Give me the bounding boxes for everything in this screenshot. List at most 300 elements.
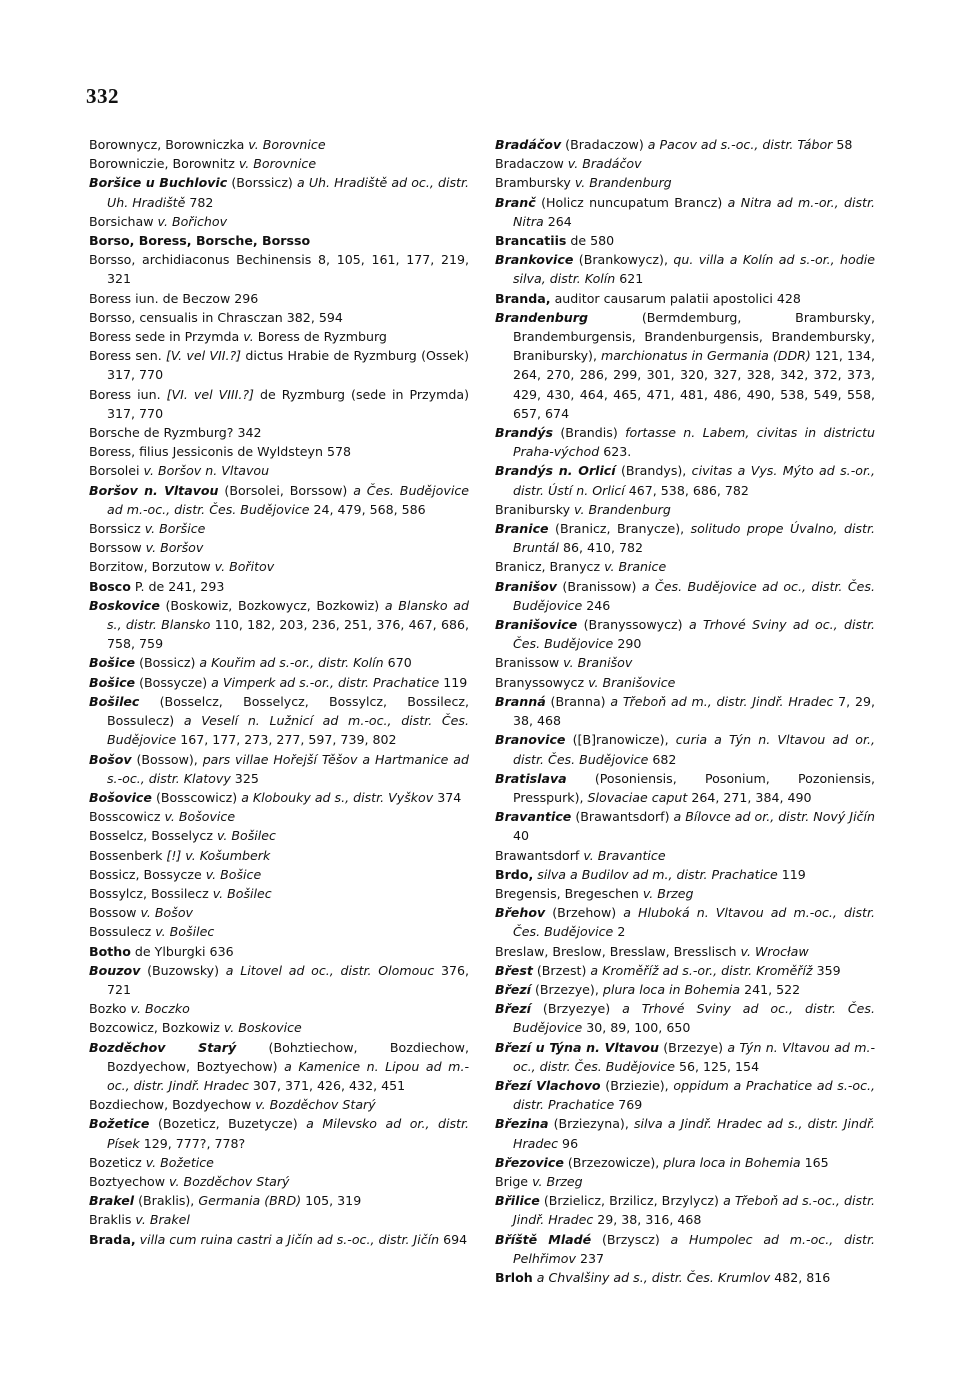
entry-text: (Brzyscz) xyxy=(591,1231,671,1247)
entry-text: de Ylburgki 636 xyxy=(130,943,234,959)
entry-text: (Branissow) xyxy=(556,578,642,594)
entry-text: Breslaw, Breslow, Bresslaw, Bresslisch xyxy=(495,943,741,959)
entry-headword: Březí xyxy=(495,1001,531,1017)
entry-text: a Třeboň ad s.-oc., distr. Jindř. Hradec xyxy=(513,1193,875,1228)
entry-text: 264, 271, 384, 490 xyxy=(687,789,812,805)
entry-text: 24, 479, 568, 586 xyxy=(309,501,426,517)
entry-text: v. Bravantice xyxy=(583,847,666,863)
entry-text: Boress de Ryzmburg xyxy=(253,329,387,345)
entry-headword: Branda, xyxy=(495,290,551,306)
entry-headword: Bouzov xyxy=(89,962,141,978)
entry-text: 782 xyxy=(185,194,214,210)
entry-text: [VI. vel VIII.?] xyxy=(166,386,254,402)
entry-headword: Branč xyxy=(495,194,536,210)
entry-headword: Branná xyxy=(495,693,546,709)
index-entry xyxy=(89,673,469,692)
index-entry xyxy=(89,481,469,519)
entry-text: (Branna) xyxy=(545,693,611,709)
entry-headword: Bradáčov xyxy=(495,137,562,152)
entry-text: Bossicz, Bossycze xyxy=(89,866,206,882)
index-entry xyxy=(495,308,875,423)
left-column xyxy=(89,135,469,1249)
entry-text: 682 xyxy=(648,751,677,767)
entry-text: Branicz, Branycz xyxy=(495,559,605,575)
index-entry xyxy=(495,1191,875,1229)
entry-text: v. xyxy=(243,329,254,345)
index-entry xyxy=(495,942,875,961)
entry-text: 30, 89, 100, 650 xyxy=(582,1020,691,1036)
index-entry xyxy=(89,1114,469,1152)
entry-text: a Pacov ad s.-oc., distr. Tábor xyxy=(647,137,833,152)
entry-text: marchionatus in Germania (DDR) xyxy=(600,348,811,364)
index-entry xyxy=(89,1018,469,1037)
index-entry xyxy=(495,500,875,519)
entry-headword: Branišov xyxy=(495,578,557,594)
entry-text: [V. vel VII.?] xyxy=(166,348,242,364)
index-entry xyxy=(495,193,875,231)
entry-text: qu. villa a Kolín ad s.-or., hodie silva, distr. Kolín xyxy=(513,252,875,287)
entry-text: Borsso, archidiaconus Bechinensis 8, 105, 161, 177, 219, 321 xyxy=(89,252,469,287)
entry-text: v. Boczko xyxy=(130,1001,190,1017)
entry-text: 58 xyxy=(832,137,853,152)
index-entry xyxy=(495,557,875,576)
entry-text: (Posoniensis, Posonium, Pozoniensis, Presspurk), xyxy=(513,770,875,805)
index-entry xyxy=(89,423,469,442)
entry-headword: Branišovice xyxy=(495,617,578,633)
index-entry xyxy=(495,1172,875,1191)
entry-text: v. Borovnice xyxy=(238,156,317,172)
index-entry xyxy=(495,961,875,980)
entry-text: 29, 38, 316, 468 xyxy=(593,1212,702,1228)
entry-text: Borsolei xyxy=(89,463,144,479)
entry-text: 325 xyxy=(230,770,259,786)
entry-text: (Buzowsky) xyxy=(140,962,226,978)
index-entry xyxy=(89,653,469,672)
entry-text: Bozeticz xyxy=(89,1154,146,1170)
entry-headword: Bošice xyxy=(89,674,136,690)
index-entry xyxy=(495,519,875,557)
entry-headword: Bratislava xyxy=(495,770,567,786)
entry-headword: Březina xyxy=(495,1116,549,1132)
index-entry xyxy=(89,212,469,231)
entry-text: 670 xyxy=(383,655,412,671)
index-entry xyxy=(89,289,469,308)
index-entry xyxy=(89,250,469,288)
index-entry xyxy=(89,461,469,480)
index-entry xyxy=(495,289,875,308)
entry-text: Slovaciae caput xyxy=(587,789,688,805)
index-entry xyxy=(495,730,875,768)
index-entry xyxy=(89,308,469,327)
entry-headword: Botho xyxy=(89,943,131,959)
entry-headword: Břilice xyxy=(495,1193,540,1209)
entry-text: (Brzezye) xyxy=(658,1039,728,1055)
entry-text: 56, 125, 154 xyxy=(674,1058,760,1074)
entry-text: Borsche de Ryzmburg? 342 xyxy=(89,425,262,441)
entry-text: 694 xyxy=(439,1231,468,1247)
entry-text: Brige xyxy=(495,1173,533,1189)
index-entry xyxy=(495,865,875,884)
entry-text: 374 xyxy=(433,789,462,805)
entry-text: v. Borovnice xyxy=(248,137,326,152)
entry-text: Boztyechow xyxy=(89,1173,170,1189)
entry-text: Branyssowycz xyxy=(495,674,589,690)
entry-text: (Brzest) xyxy=(532,962,591,978)
entry-text: a Kouřim ad s.-or., distr. Kolín xyxy=(199,655,384,671)
entry-text: Borowniczie, Borownitz xyxy=(89,156,239,172)
index-entry xyxy=(89,1191,469,1210)
entry-text: a Uh. Hradiště ad oc., distr. Uh. Hradiště xyxy=(107,175,469,210)
entry-text: 264 xyxy=(543,213,572,229)
entry-text: (Brzezye), xyxy=(531,981,603,997)
index-entry xyxy=(89,346,469,384)
index-entry xyxy=(89,385,469,423)
entry-text: dictus Hrabie de Ryzmburg (Ossek) 317, 770 xyxy=(107,348,470,383)
entry-text: 241, 522 xyxy=(740,981,801,997)
entry-headword: Bříště Mladé xyxy=(495,1231,592,1247)
entry-text: ([B]ranowicze), xyxy=(565,732,676,748)
index-entry xyxy=(89,538,469,557)
entry-text: v. Brakel xyxy=(135,1212,190,1228)
entry-text: (Braklis), xyxy=(134,1193,199,1209)
entry-text: a Blansko ad s., distr. Blansko xyxy=(107,597,469,633)
index-entry xyxy=(495,231,875,250)
entry-text: 86, 410, 782 xyxy=(558,540,644,556)
index-entry xyxy=(495,980,875,999)
entry-text: Borssicz xyxy=(89,521,145,537)
entry-text: v. Branice xyxy=(604,559,667,575)
entry-headword: Bošovice xyxy=(89,789,152,805)
index-entry xyxy=(495,461,875,499)
entry-text: a Hluboká n. Vltavou ad m.-oc., distr. Čes. Budějovice xyxy=(513,905,875,940)
entry-text: v. Bošovice xyxy=(164,809,236,825)
entry-headword: Branovice xyxy=(495,732,566,748)
entry-text: 110, 182, 203, 236, 251, 376, 467, 686, 758, 759 xyxy=(107,617,469,652)
index-entry xyxy=(495,1114,875,1152)
entry-text: a Nitra ad m.-or., distr. Nitra xyxy=(513,194,875,229)
entry-text: 121, 134, 264, 270, 286, 299, 301, 320, 327, 328, 342, 372, 373, 429, 430, 464, 465, 471, 481, 486, 490, 538, 549, 558, 657, 674 xyxy=(513,348,875,421)
entry-text: (Borssicz) xyxy=(227,175,297,191)
entry-text: (Holicz nuncupatum Brancz) xyxy=(535,194,728,210)
entry-text: (Boskowiz, Bozkowycz, Bozkowiz) xyxy=(159,597,385,613)
entry-headword: Borso, Boress, Borsche, Borsso xyxy=(89,233,311,249)
index-entry xyxy=(495,846,875,865)
index-entry xyxy=(89,596,469,654)
entry-text: fortasse n. Labem, civitas in districtu Praha-východ xyxy=(513,425,875,460)
index-entry xyxy=(495,1268,875,1287)
index-entry xyxy=(89,788,469,807)
entry-headword: Brankovice xyxy=(495,252,574,268)
entry-text: 621 xyxy=(615,271,644,287)
entry-headword: Březovice xyxy=(495,1154,564,1170)
entry-text: pars villae Hořejší Těšov a Hartmanice ad s.-oc., distr. Klatovy xyxy=(107,751,469,786)
entry-text: Borsichaw xyxy=(89,213,158,229)
index-entry xyxy=(495,884,875,903)
entry-text: Boress sen. xyxy=(89,348,167,364)
entry-text: Boress, filius Jessiconis de Wyldsteyn 578 xyxy=(89,444,352,460)
entry-text: (Brziezyna), xyxy=(548,1116,634,1132)
entry-text: villa cum ruina castri a Jičín ad s.-oc., distr. Jičín xyxy=(139,1231,440,1247)
index-entry xyxy=(495,173,875,192)
entry-text: v. Wrocław xyxy=(740,943,809,959)
entry-text: (Brzezowicze), xyxy=(563,1154,664,1170)
right-column xyxy=(495,135,875,1287)
entry-text: 7, 29, 38, 468 xyxy=(513,693,875,729)
entry-text: Bosselcz, Bosselycz xyxy=(89,828,217,844)
entry-text: (Brandys), xyxy=(615,463,692,479)
entry-text: a Trhové Sviny ad oc., distr. Čes. Budějovice xyxy=(513,617,876,652)
entry-text: Germania (BRD) xyxy=(198,1193,302,1209)
entry-text: auditor causarum palatii apostolici 428 xyxy=(550,290,801,306)
entry-text: Branibursky xyxy=(495,501,575,517)
entry-text: Boress iun. de Beczow 296 xyxy=(89,290,259,306)
entry-headword: Březí Vlachovo xyxy=(495,1077,601,1093)
index-entry xyxy=(89,692,469,750)
entry-headword: Bozděchov Starý xyxy=(89,1039,237,1055)
entry-headword: Bosco xyxy=(89,578,131,594)
entry-text: v. Boršice xyxy=(144,521,206,537)
entry-headword: Brandýs n. Orlicí xyxy=(495,463,616,479)
index-entry xyxy=(89,519,469,538)
index-entry xyxy=(495,1230,875,1268)
entry-text: v. Bošov xyxy=(140,905,193,921)
index-entry xyxy=(89,231,469,250)
entry-text: v. Brandenburg xyxy=(574,501,671,517)
entry-text: v. Božetice xyxy=(145,1154,214,1170)
entry-text: 129, 777?, 778? xyxy=(139,1135,246,1151)
entry-text: Borssow xyxy=(89,540,146,556)
entry-text: de 580 xyxy=(566,233,615,249)
index-entry xyxy=(495,1076,875,1114)
entry-text: Bozko xyxy=(89,1001,131,1017)
index-entry xyxy=(495,673,875,692)
entry-headword: Brloh xyxy=(495,1269,533,1285)
entry-text: [!] v. Košumberk xyxy=(166,847,271,863)
entry-text: a Kroměříž ad s.-or., distr. Kroměříž xyxy=(590,962,813,978)
entry-text: a Veselí n. Lužnicí ad m.-oc., distr. Čes. Budějovice xyxy=(107,713,469,748)
entry-text: 165 xyxy=(800,1154,829,1170)
entry-text: a Kamenice n. Lipou ad m.-oc., distr. Jindř. Hradec xyxy=(107,1058,469,1093)
entry-text: 623. xyxy=(599,444,632,460)
index-entry xyxy=(495,807,875,845)
entry-headword: Božetice xyxy=(89,1116,150,1132)
entry-headword: Brakel xyxy=(89,1193,135,1209)
index-entry xyxy=(89,922,469,941)
entry-text: (Brziezie), xyxy=(600,1077,674,1093)
entry-text: v. Brandenburg xyxy=(574,175,672,191)
index-entry xyxy=(495,692,875,730)
entry-text: Bosscowicz xyxy=(89,809,165,825)
entry-text: a Čes. Budějovice ad oc., distr. Čes. Budějovice xyxy=(513,578,875,613)
entry-text: Brambursky xyxy=(495,175,575,191)
entry-text: 482, 816 xyxy=(770,1269,831,1285)
index-entry xyxy=(89,1172,469,1191)
index-entry xyxy=(89,135,469,154)
index-entry xyxy=(89,1153,469,1172)
index-entry xyxy=(89,154,469,173)
entry-headword: Břehov xyxy=(495,905,546,921)
index-entry xyxy=(495,903,875,941)
entry-text: (Branicz, Branycze), xyxy=(548,521,691,537)
entry-text: 105, 319 xyxy=(301,1193,362,1209)
entry-text: v. Bošice xyxy=(205,866,262,882)
entry-text: Bozdiechow, Bozdyechow xyxy=(89,1097,256,1113)
entry-text: (Branyssowycz) xyxy=(577,617,689,633)
entry-text: civitas a Vys. Mýto ad s.-or., distr. Ústí n. Orlicí xyxy=(513,463,875,498)
entry-text: (Brzyezye) xyxy=(531,1001,623,1017)
entry-text: a Vimperk ad s.-or., distr. Prachatice xyxy=(211,674,440,690)
index-entry xyxy=(89,1210,469,1229)
entry-text: (Brzielicz, Brzilicz, Brzylycz) xyxy=(539,1193,724,1209)
entry-text: Bossulecz xyxy=(89,924,156,940)
entry-headword: Břest xyxy=(495,962,533,978)
entry-text: Borsso, censualis in Chrasczan 382, 594 xyxy=(89,309,343,325)
entry-text: 119 xyxy=(777,866,806,882)
index-entry xyxy=(495,653,875,672)
entry-headword: Bošice xyxy=(89,655,136,671)
index-entry xyxy=(495,999,875,1037)
entry-text: v. Bořitov xyxy=(214,559,275,575)
entry-text: (Borsolei, Borssow) xyxy=(218,482,354,498)
index-entry xyxy=(89,846,469,865)
entry-text: Bradaczow xyxy=(495,156,568,172)
entry-text: (Brankowycz), xyxy=(573,252,674,268)
entry-text: 376, 721 xyxy=(107,962,469,997)
entry-text: (Bradaczow) xyxy=(561,137,648,152)
entry-text: 307, 371, 426, 432, 451 xyxy=(248,1077,406,1093)
index-entry xyxy=(89,807,469,826)
entry-text: oppidum a Prachatice ad s.-oc., distr. Prachatice xyxy=(513,1077,876,1113)
index-entry xyxy=(495,1153,875,1172)
index-entry xyxy=(89,903,469,922)
entry-text: (Brandis) xyxy=(553,425,626,441)
entry-text: (Bermdemburg, Brambursky, Brandemburgensis, Brandenburgensis, Brandembursky, Branibursky), xyxy=(513,309,875,364)
entry-text: (Bossicz) xyxy=(135,655,200,671)
entry-text: 119 xyxy=(439,674,468,690)
entry-text: 167, 177, 273, 277, 597, 739, 802 xyxy=(176,732,397,748)
entry-text: a Litovel ad oc., distr. Olomouc xyxy=(225,962,435,978)
index-entry xyxy=(89,750,469,788)
entry-text: (Brawantsdorf) xyxy=(571,809,674,825)
entry-text: de Ryzmburg (sede in Przymda) 317, 770 xyxy=(107,386,470,421)
index-entry xyxy=(495,615,875,653)
entry-text: (Bosscowicz) xyxy=(151,789,242,805)
index-entry xyxy=(495,577,875,615)
index-entry xyxy=(89,327,469,346)
entry-text: Bossenberk xyxy=(89,847,167,863)
entry-headword: Brada, xyxy=(89,1231,136,1247)
entry-text: Bossylcz, Bossilecz xyxy=(89,885,213,901)
entry-text: a Týn n. Vltavou ad m.-oc., distr. Čes. Budějovice xyxy=(513,1039,876,1074)
entry-text: 769 xyxy=(614,1097,643,1113)
index-entry xyxy=(495,1038,875,1076)
entry-text: a Čes. Budějovice ad m.-oc., distr. Čes. Budějovice xyxy=(107,482,469,517)
index-entry xyxy=(89,577,469,596)
entry-text: silva a Jindř. Hradec ad s., distr. Jindř. Hradec xyxy=(513,1116,875,1151)
entry-text: Borzitow, Borzutow xyxy=(89,559,215,575)
entry-text: v. Bošilec xyxy=(212,885,272,901)
entry-text: 40 xyxy=(513,828,530,844)
entry-text: v. Bozděchov Starý xyxy=(169,1173,290,1189)
entry-text: 2 xyxy=(613,924,626,940)
entry-headword: Bošov xyxy=(89,751,132,767)
index-entry xyxy=(89,1095,469,1114)
entry-text: plura loca in Bohemia xyxy=(602,981,741,997)
entry-headword: Bravantice xyxy=(495,809,572,825)
entry-text: (Bossycze) xyxy=(135,674,212,690)
entry-text: 359 xyxy=(812,962,841,978)
entry-headword: Boršov n. Vltavou xyxy=(89,482,219,498)
entry-headword: Březí u Týna n. Vltavou xyxy=(495,1039,659,1055)
entry-text: a Humpolec ad m.-oc., distr. Pelhřimov xyxy=(513,1231,875,1266)
entry-headword: Boskovice xyxy=(89,597,160,613)
entry-text: (Bossow), xyxy=(131,751,203,767)
index-entry xyxy=(89,865,469,884)
entry-text: v. Branišovice xyxy=(588,674,676,690)
entry-text: a Milevsko ad or., distr. Písek xyxy=(107,1116,469,1151)
entry-text: (Brzehow) xyxy=(545,905,624,921)
entry-text: solitudo prope Úvalno, distr. Bruntál xyxy=(513,521,875,556)
index-entry xyxy=(89,1230,469,1249)
entry-text: v. Bošilec xyxy=(216,828,276,844)
index-entry xyxy=(89,442,469,461)
entry-text: 246 xyxy=(582,597,611,613)
entry-headword: Bošilec xyxy=(89,693,140,709)
entry-headword: Brandenburg xyxy=(495,309,589,325)
entry-text: Bossow xyxy=(89,905,141,921)
entry-text: Bozcowicz, Bozkowiz xyxy=(89,1020,224,1036)
entry-text: v. Boršov xyxy=(145,540,204,556)
index-entry xyxy=(89,557,469,576)
entry-text: a Chvalšiny ad s., distr. Čes. Krumlov xyxy=(536,1269,771,1285)
entry-text: Brawantsdorf xyxy=(495,847,584,863)
entry-text: (Bozeticz, Buzetycze) xyxy=(149,1116,307,1132)
entry-text: v. Boršov n. Vltavou xyxy=(143,463,270,479)
index-entry xyxy=(495,250,875,288)
entry-text: curia a Týn n. Vltavou ad or., distr. Čes. Budějovice xyxy=(513,732,875,767)
entry-text: a Klobouky ad s., distr. Vyškov xyxy=(241,789,434,805)
entry-text: 96 xyxy=(558,1135,579,1151)
entry-text: a Trhové Sviny ad oc., distr. Čes. Budějovice xyxy=(513,1001,875,1036)
entry-text: Borownycz, Borowniczka xyxy=(89,137,249,152)
entry-text: v. Brzeg xyxy=(642,885,694,901)
entry-text: a Třeboň ad m., distr. Jindř. Hradec xyxy=(610,693,834,709)
entry-text: 237 xyxy=(575,1250,604,1266)
entry-text: 290 xyxy=(613,636,642,652)
entry-text: plura loca in Bohemia xyxy=(663,1154,801,1170)
index-entry xyxy=(495,135,875,154)
entry-text: Bregensis, Bregeschen xyxy=(495,885,643,901)
index-entry xyxy=(495,423,875,461)
entry-headword: Branice xyxy=(495,521,549,537)
index-entry xyxy=(89,173,469,211)
entry-text: v. Boskovice xyxy=(223,1020,302,1036)
entry-text: (Bohztiechow, Bozdiechow, Bozdyechow, Boztyechow) xyxy=(107,1039,469,1074)
entry-text: Boress iun. xyxy=(89,386,167,402)
entry-text: v. Bradáčov xyxy=(567,156,642,172)
entry-text: Boress sede in Przymda xyxy=(89,329,244,345)
index-entry xyxy=(89,961,469,999)
entry-text: v. Bozděchov Starý xyxy=(255,1097,376,1113)
entry-headword: Brancatiis xyxy=(495,233,567,249)
entry-headword: Březí xyxy=(495,981,531,997)
entry-text: P. de 241, 293 xyxy=(130,578,225,594)
entry-text: (Bosselcz, Bosselycz, Bossylcz, Bossilecz, Bossulecz) xyxy=(107,693,469,729)
index-entry xyxy=(89,826,469,845)
entry-text: Branissow xyxy=(495,655,564,671)
index-entry xyxy=(89,999,469,1018)
entry-text: silva a Budilov ad m., distr. Prachatice xyxy=(537,866,778,882)
